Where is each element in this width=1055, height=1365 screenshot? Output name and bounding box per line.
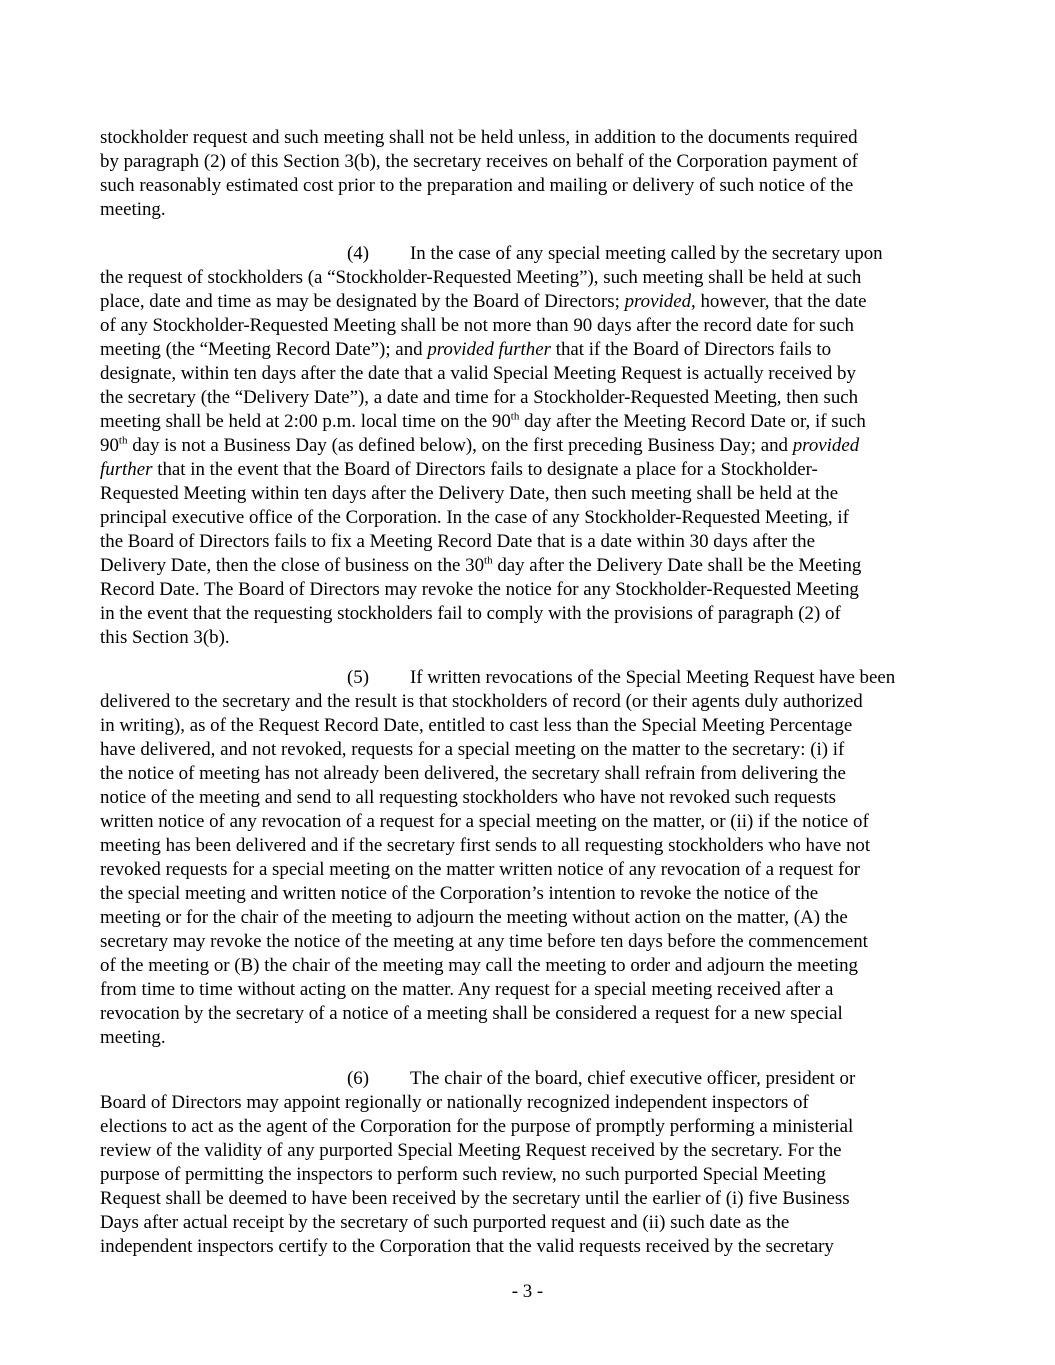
text-line: designate, within ten days after the date that a valid Special Meeting Request is actually received by <box>100 363 856 384</box>
text-segment: day after the Meeting Record Date or, if such <box>524 411 866 432</box>
paragraph-continuation <box>100 126 946 222</box>
italic-term: provided <box>624 291 692 312</box>
text-line: of the meeting or (B) the chair of the meeting may call the meeting to order and adjourn the meeting <box>100 955 858 976</box>
text-segment: meeting (the “Meeting Record Date”); and <box>100 339 423 360</box>
text-segment: meeting shall be held at 2:00 p.m. local time on the 90 <box>100 411 511 432</box>
text-line <box>100 458 946 482</box>
text-line: the special meeting and written notice of the Corporation’s intention to revoke the notice of the <box>100 883 819 904</box>
text-line: of any Stockholder-Requested Meeting shall be not more than 90 days after the record date for such <box>100 315 854 336</box>
text-line: Request shall be deemed to have been received by the secretary until the earlier of (i) five Business <box>100 1188 850 1209</box>
text-segment: , however, that the date <box>691 291 867 312</box>
text-line: from time to time without acting on the matter. Any request for a special meeting received after a <box>100 979 834 1000</box>
text-line: the Board of Directors fails to fix a Meeting Record Date that is a date within 30 days after the <box>100 531 815 552</box>
text-line <box>100 434 946 458</box>
text-line: meeting. <box>100 1027 166 1048</box>
text-line: this Section 3(b). <box>100 627 230 648</box>
text-line: in writing), as of the Request Record Date, entitled to cast less than the Special Meeting Percentage <box>100 715 853 736</box>
text-line: Record Date. The Board of Directors may revoke the notice for any Stockholder-Requested Meeting <box>100 579 859 600</box>
text-segment: day is not a Business Day (as defined below), on the first preceding Business Day; and <box>132 435 788 456</box>
text-line <box>100 338 946 362</box>
paragraph-number: (5) <box>347 667 370 688</box>
text-line: written notice of any revocation of a request for a special meeting on the matter, or (ii) if the notice of <box>100 811 869 832</box>
paragraph-4 <box>100 242 946 650</box>
text-line: meeting. <box>100 199 166 220</box>
italic-term: provided <box>792 435 860 456</box>
text-segment: 90 <box>100 435 119 456</box>
text-line: secretary may revoke the notice of the meeting at any time before ten days before the commencement <box>100 931 868 952</box>
paragraph-number: (6) <box>347 1068 370 1089</box>
ordinal-superscript: th <box>510 410 520 423</box>
paragraph-first-line <box>100 242 946 266</box>
text-line <box>100 554 946 578</box>
text-line: meeting has been delivered and if the secretary first sends to all requesting stockholders who have not <box>100 835 871 856</box>
paragraph-6 <box>100 1067 946 1259</box>
italic-term: further <box>100 459 153 480</box>
text-line: In the case of any special meeting called by the secretary upon <box>410 243 883 264</box>
text-line: such reasonably estimated cost prior to the preparation and mailing or delivery of such notice of the <box>100 175 854 196</box>
text-line: stockholder request and such meeting shall not be held unless, in addition to the documents required <box>100 127 858 148</box>
text-line: The chair of the board, chief executive officer, president or <box>410 1068 856 1089</box>
text-line: revoked requests for a special meeting on the matter written notice of any revocation of a request for <box>100 859 861 880</box>
text-line: purpose of permitting the inspectors to perform such review, no such purported Special Meeting <box>100 1164 826 1185</box>
text-segment: that in the event that the Board of Directors fails to designate a place for a Stockholder- <box>157 459 818 480</box>
text-line: the secretary (the “Delivery Date”), a date and time for a Stockholder-Requested Meeting, then such <box>100 387 859 408</box>
text-line: If written revocations of the Special Meeting Request have been <box>410 667 896 688</box>
text-line: Board of Directors may appoint regionally or nationally recognized independent inspectors of <box>100 1092 809 1113</box>
paragraph-number: (4) <box>347 243 370 264</box>
text-line: by paragraph (2) of this Section 3(b), the secretary receives on behalf of the Corporation payment of <box>100 151 858 172</box>
text-line: principal executive office of the Corporation. In the case of any Stockholder-Requested Meeting, if <box>100 507 849 528</box>
text-line: have delivered, and not revoked, requests for a special meeting on the matter to the secretary: (i) if <box>100 739 845 760</box>
text-line: elections to act as the agent of the Corporation for the purpose of promptly performing a ministerial <box>100 1116 854 1137</box>
text-line: independent inspectors certify to the Corporation that the valid requests received by the secretary <box>100 1236 834 1257</box>
text-line: in the event that the requesting stockholders fail to comply with the provisions of paragraph (2) of <box>100 603 841 624</box>
text-line <box>100 290 946 314</box>
ordinal-superscript: th <box>118 434 128 447</box>
text-line: Requested Meeting within ten days after the Delivery Date, then such meeting shall be held at the <box>100 483 839 504</box>
text-line: meeting or for the chair of the meeting to adjourn the meeting without action on the matter, (A) the <box>100 907 848 928</box>
text-segment: day after the Delivery Date shall be the Meeting <box>497 555 862 576</box>
text-line <box>100 410 946 434</box>
text-line: revocation by the secretary of a notice of a meeting shall be considered a request for a new special <box>100 1003 843 1024</box>
italic-term: provided further <box>427 339 551 360</box>
text-segment: place, date and time as may be designated by the Board of Directors; <box>100 291 620 312</box>
text-segment: that if the Board of Directors fails to <box>555 339 832 360</box>
paragraph-5 <box>100 666 946 1050</box>
text-line: the notice of meeting has not already been delivered, the secretary shall refrain from delivering the <box>100 763 846 784</box>
paragraph-first-line <box>100 1067 946 1091</box>
text-line: Days after actual receipt by the secretary of such purported request and (ii) such date as the <box>100 1212 790 1233</box>
paragraph-first-line <box>100 666 946 690</box>
text-line: notice of the meeting and send to all requesting stockholders who have not revoked such requests <box>100 787 837 808</box>
text-line: the request of stockholders (a “Stockholder-Requested Meeting”), such meeting shall be held at such <box>100 267 862 288</box>
ordinal-superscript: th <box>484 554 493 567</box>
text-segment: Delivery Date, then the close of business on the 30 <box>100 555 485 576</box>
page-number: - 3 - <box>511 1281 544 1302</box>
text-line: review of the validity of any purported Special Meeting Request received by the secretary. For the <box>100 1140 842 1161</box>
text-line: delivered to the secretary and the result is that stockholders of record (or their agents duly authorized <box>100 691 863 712</box>
